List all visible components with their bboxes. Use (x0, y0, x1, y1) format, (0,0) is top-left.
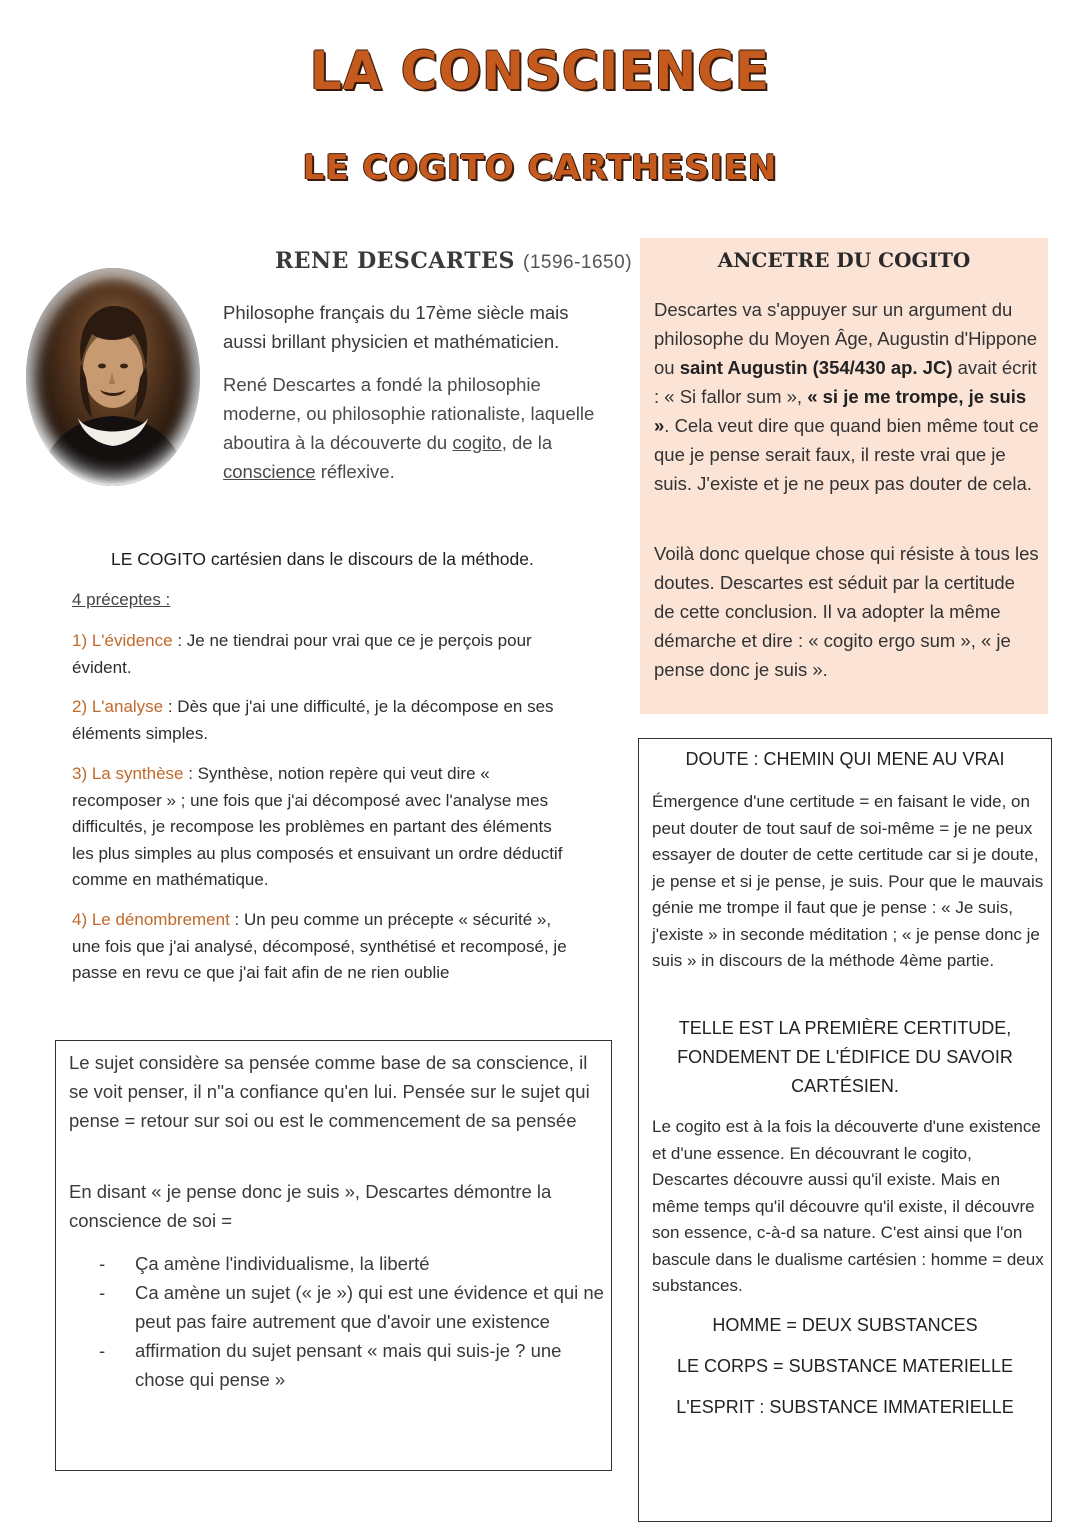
doute-p1: Émergence d'une certitude = en faisant le vide, on peut douter de tout sauf de soi-même = je ne peux essayer de douter de cette certitude car si je doute, je pense et si je pense, je suis. Pour que le mauvais génie me trompe il faut que je pense : « Je suis, j'existe » in seconde méditation ; « je pense donc je suis » in discours de la méthode 4ème partie. (652, 792, 1044, 970)
ancetre-p2: Voilà donc quelque chose qui résiste à tous les doutes. Descartes est séduit par la certitude de cette conclusion. Il va adopter la même démarche et dire : « cogito ergo sum », « je pense donc je suis ». (654, 543, 1039, 680)
sujet-list (69, 1249, 604, 1394)
portrait-illustration (26, 268, 200, 486)
certitude-statement: TELLE EST LA PREMIÈRE CERTITUDE, FONDEMENT DE L'ÉDIFICE DU SAVOIR CARTÉSIEN. (677, 1018, 1013, 1096)
descartes-dates: (1596-1650) (523, 252, 633, 273)
precepte-2-label: 2) L'analyse (72, 697, 164, 716)
preceptes-label: 4 préceptes : (72, 590, 171, 609)
precepte-4-label: 4) Le dénombrement (72, 910, 230, 929)
precepte-3-text: : Synthèse, notion repère qui veut dire « recomposer » ; une fois que j'ai décomposé avec l'analyse mes difficultés, je recompose les problèmes en partant des éléments les plus simples au plus composés et ensuivant un ordre déductif comme en mathématique. (72, 764, 563, 889)
descartes-portrait (26, 268, 200, 486)
precepte-3-label: 3) La synthèse (72, 764, 184, 783)
cogito-term: cogito (452, 432, 502, 453)
ancetre-p1-e: . Cela veut dire que quand bien même tout ce que je pense serait faux, il reste vrai que je suis. J'existe et je ne peux pas douter de cela. (654, 415, 1039, 494)
precepte-4 (72, 907, 572, 987)
homme-line: HOMME = DEUX SUBSTANCES (712, 1315, 978, 1335)
descartes-p2-mid: , de la (501, 432, 553, 453)
conscience-term: conscience (223, 461, 316, 482)
si-je-me-trompe-quote: « si je me trompe, je suis » (654, 386, 1027, 436)
page-title: LA CONSCIENCE (309, 40, 771, 102)
page-subtitle: LE COGITO CARTHESIEN (302, 148, 778, 188)
saint-augustin: saint Augustin (354/430 ap. JC) (679, 357, 953, 378)
methode-title: LE COGITO cartésien dans le discours de la méthode. (111, 549, 534, 569)
doute-heading: DOUTE : CHEMIN QUI MENE AU VRAI (685, 749, 1005, 769)
precepte-3 (72, 761, 564, 894)
sujet-p1: Le sujet considère sa pensée comme base de sa conscience, il se voit penser, il n''a confiance qu'en lui. Pensée sur le sujet qui pense = retour sur soi ou est le commencement de sa pensée (69, 1052, 590, 1131)
ancetre-heading: ANCETRE DU COGITO (717, 248, 971, 272)
precepte-2-text: : Dès que j'ai une difficulté, je la décompose en ses éléments simples. (72, 697, 554, 743)
ancetre-p1-a: Descartes va s'appuyer sur un argument du philosophe du Moyen Âge, Augustin d'Hippone ou (654, 299, 1038, 378)
descartes-paragraph (223, 370, 608, 486)
precepte-4-text: : Un peu comme un précepte « sécurité », une fois que j'ai analysé, décomposé, synthétisé et recomposé, je passe en revu ce que j'ai fait afin de ne rien oublie (72, 910, 567, 982)
ancetre-p1 (654, 295, 1040, 498)
descartes-p2-end: réflexive. (315, 461, 395, 482)
corps-line: LE CORPS = SUBSTANCE MATERIELLE (677, 1356, 1013, 1376)
list-item: - Ca amène un sujet (« je ») qui est une évidence et qui ne peut pas faire autrement que d'avoir une existence (69, 1278, 604, 1336)
list-item: - Ça amène l'individualisme, la liberté (69, 1249, 604, 1278)
esprit-line: L'ESPRIT : SUBSTANCE IMMATERIELLE (676, 1397, 1014, 1417)
descartes-intro: Philosophe français du 17ème siècle mais aussi brillant physicien et mathématicien. (223, 302, 569, 352)
descartes-name: RENE DESCARTES (275, 248, 515, 274)
precepte-1 (72, 628, 564, 681)
precepte-1-label: 1) L'évidence (72, 631, 173, 650)
descartes-p2-text: René Descartes a fondé la philosophie moderne, ou philosophie rationaliste, laquelle aboutira à la découverte du (223, 374, 595, 453)
descartes-heading (275, 248, 632, 274)
precepte-1-text: : Je ne tiendrai pour vrai que ce je perçois pour évident. (72, 631, 532, 677)
ancetre-p1-c: avait écrit : « Si fallor sum », (654, 357, 1037, 407)
list-item: - affirmation du sujet pensant « mais qui suis-je ? une chose qui pense » (69, 1336, 604, 1394)
precepte-2 (72, 694, 564, 747)
sujet-p2: En disant « je pense donc je suis », Descartes démontre la conscience de soi = (69, 1181, 552, 1231)
doute-p2: Le cogito est à la fois la découverte d'une existence et d'une essence. En découvrant le cogito, Descartes découvre aussi qu'il existe. Mais en même temps qu'il découvre qu'il existe, il découvre son essence, c-à-d sa nature. C'est ainsi que l'on bascule dans le dualisme cartésien : homme = deux substances. (652, 1117, 1044, 1295)
